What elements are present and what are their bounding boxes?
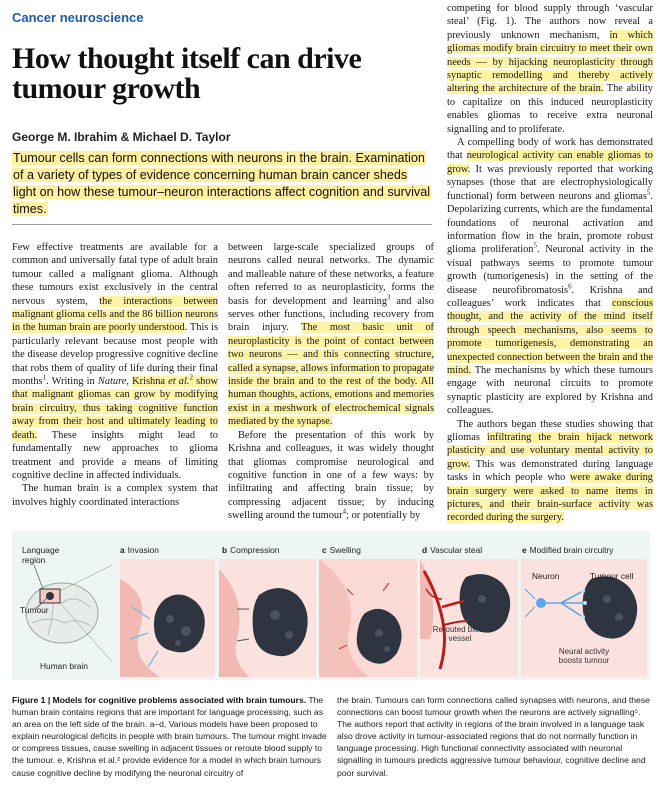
panel-c-title: c Swelling bbox=[322, 545, 361, 555]
standfirst: Tumour cells can form connections with neurons in the brain. Examination of a variety of types of evidence concerning human brain cancer sheds light on how these tumour–neuron interactions affect cognition and survival times. bbox=[13, 151, 431, 216]
paragraph: The human brain is a complex system that involves highly coordinated interactions bbox=[12, 483, 218, 508]
paragraph: competing for blood supply through ‘vascular steal’ (Fig. 1). The authors now reveal a previously unknown mechanism, in which gliomas modify brain circuitry to meet their own needs — by hijacking neuroplasticity through synaptic remodelling and thereby actively altering the architecture of the brain. The ability to capitalize on this induced neuroplasticity enables gliomas to receive extra neuronal signalling and to proliferate. bbox=[447, 3, 653, 135]
figure-caption-left: Figure 1 | Models for cognitive problems associated with brain tumours. The human brain contains regions that are important for language processing, such as an area on the left side of the brain. a–d, Various models have been proposed to explain neurological deficits in people with brain tumours. The tumour might invade or compress tissues, cause swelling in adjacent tissues or reroute blood supply to the tumour. e, Krishna et al.² provide evidence for a model in which brain tumours cause cognitive decline by modifying the neuronal circuitry of bbox=[12, 695, 327, 778]
panel-e-title: e Modified brain circuitry bbox=[522, 545, 614, 555]
paragraph: between large-scale specialized groups of neurons called neural networks. The dynamic and malleable nature of these networks, a feature often referred to as neuroplasticity, forms the basis for development and learning$^3$ and also serves other functions, including recovery from brain injury. The most basic unit of neuroplasticity is the point of contact between two neurons — and this connecting structure, called a synapse, allows information to propagate inside the brain and to the rest of the body. All human thoughts, actions, emotions and memories exist in a meshwork of electrochemical signals mediated by the synapse. bbox=[228, 242, 434, 428]
tumour-cell-label: Tumour cell bbox=[590, 571, 634, 581]
paragraph: A compelling body of work has demonstrated that neurological activity can enable gliomas to grow. It was previously reported that working synapses (those that are electrophysiologically functional) form between neurons and gliomas$^5$. Depolarizing currents, which are the fundamental foundations of neuronal activation and information flow in the brain, promote robust glioma proliferation$^5$. Neuronal activity in the visual pathways seems to promote tumour growth (tumorigenesis) in the setting of the disease neurofibromatosis$^6$. Krishna and colleagues’ work indicates that conscious thought, and the activity of the mind itself through speech mechanisms, also seems to promote tumorigenesis, demonstrating an unexpected connection between the brain and the mind. The mechanisms by which these tumours engage with neuronal circuits to promote synaptic plasticity are explored by Krishna and colleagues. bbox=[447, 137, 653, 417]
language-region-label: Language region bbox=[22, 545, 60, 565]
human-brain-label: Human brain bbox=[40, 661, 88, 671]
body-column-2 bbox=[228, 241, 434, 523]
tumour-label: Tumour bbox=[20, 605, 49, 615]
article-authors: George M. Ibrahim & Michael D. Taylor bbox=[12, 130, 231, 144]
panel-d-title: d Vascular steal bbox=[422, 545, 483, 555]
panel-c-swelling bbox=[319, 559, 417, 677]
section-kicker: Cancer neuroscience bbox=[12, 10, 144, 25]
figure-1 bbox=[12, 531, 650, 680]
neural-activity-note: Neural activity boosts tumour bbox=[558, 647, 610, 665]
panel-b-title: b Compression bbox=[222, 545, 280, 555]
rerouted-vessel-note: Rerouted blood vessel bbox=[432, 625, 488, 643]
article-title: How thought itself can drive tumour growth bbox=[12, 42, 362, 105]
neuron-cell bbox=[536, 598, 546, 608]
neuron-label: Neuron bbox=[532, 571, 560, 581]
tumour-marker bbox=[46, 592, 54, 600]
divider bbox=[12, 224, 432, 225]
panel-d-vascular-steal bbox=[420, 559, 518, 677]
panel-b-compression bbox=[219, 559, 316, 677]
paragraph: Few effective treatments are available for a common and universally fatal type of adult brain tumour called a malignant glioma. Although these tumours exist exclusively in the central nervous system, the interactions between malignant glioma cells and the 86 billion neurons in the human brain are poorly understood. This is particularly relevant because most people with the disease develop progressive cognitive decline that robs them of quality of life during their final months$^1$. Writing in Nature, Krishna et al.$^2$ show that malignant gliomas can grow by modifying brain circuitry, thus taking cognitive function away from their host and ultimately leading to death. These insights might lead to fundamentally new approaches to glioma treatment and provide a means of limiting cognitive decline in affected individuals. bbox=[12, 242, 219, 481]
body-column-3 bbox=[447, 2, 653, 525]
panel-a-title: a Invasion bbox=[120, 545, 159, 555]
paragraph: Before the presentation of this work by Krishna and colleagues, it was widely thought that gliomas compromise neurological and cognitive function in one of a few ways: by infiltrating and affecting brain tissue; by compressing adjacent tissue; by inducing swelling around the tumour$^4$; or potentially by bbox=[228, 429, 434, 522]
body-column-1 bbox=[12, 241, 218, 509]
paragraph: The authors began these studies showing that gliomas infiltrating the brain hijack network plasticity and use voluntary mental activity to grow. This was demonstrated during language tasks in which people who were awake during brain surgery were asked to name items in pictures, and their brain-surface activity was recorded during the surgery. bbox=[447, 418, 653, 524]
figure-caption-right: the brain. Tumours can form connections called synapses with neurons, and these connections can boost tumour growth when the neurons are actively signalling⁵. The authors report that activity in regions of the brain involved in a language task also drove activity in tumour-associated regions that do not normally function in language processing. High functional connectivity associated with neuronal signalling in tumours predicts aggressive tumour behaviour, cognitive decline and poor survival. bbox=[337, 695, 650, 778]
panel-a-invasion bbox=[120, 559, 215, 677]
